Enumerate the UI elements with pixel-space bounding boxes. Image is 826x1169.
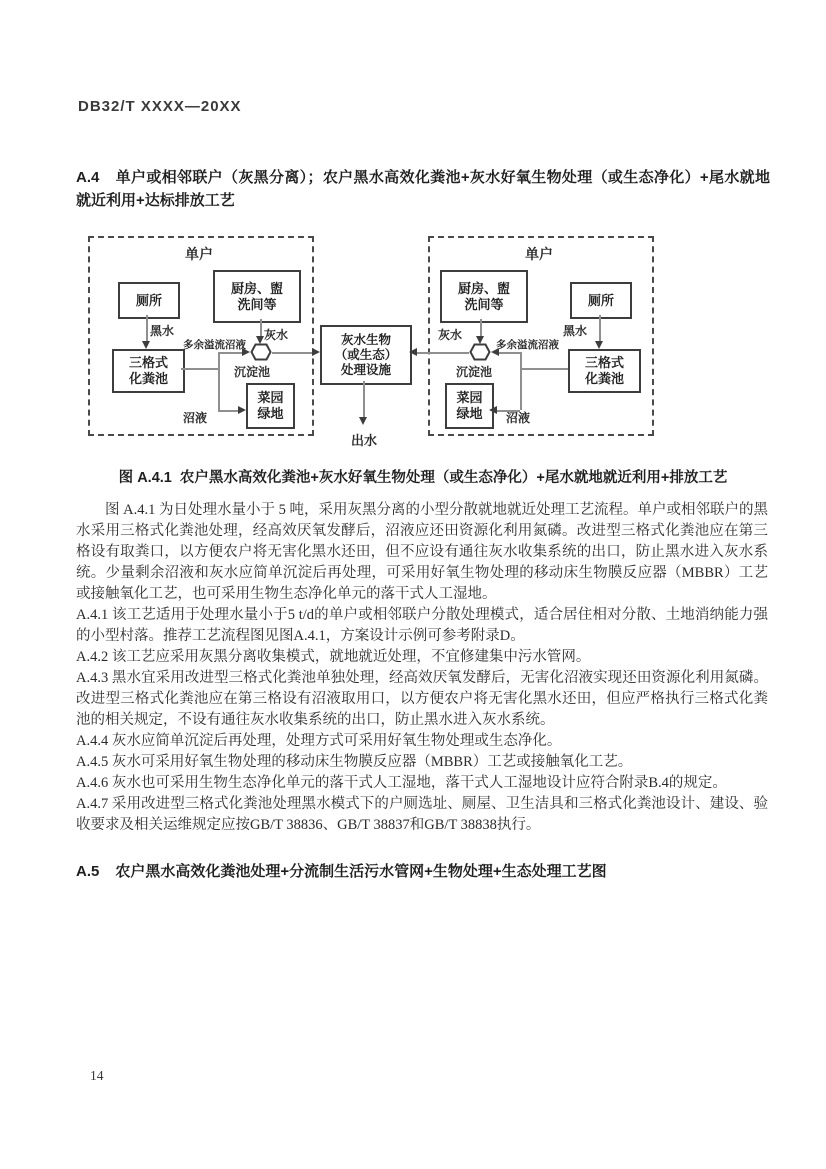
slurry-label-left: 沼液	[183, 411, 208, 425]
household-unit-left-label: 单户	[185, 246, 213, 262]
garden-label-line2: 绿地	[257, 406, 284, 421]
clause-a4-2: A.4.2 该工艺应采用灰黑分离收集模式，就地就近处理，不宜修建集中污水管网。	[76, 649, 591, 665]
kitchen-label-line2: 洗间等	[464, 296, 504, 312]
section-a4-title: 单户或相邻联户（灰黑分离）；农户黑水高效化粪池+灰水好氧生物处理（或生态净化）+尾水就地就近利用+达标排放工艺	[76, 169, 770, 209]
kitchen-box-right	[440, 270, 528, 323]
facility-label-line2: （或生态）	[334, 347, 398, 362]
facility-label-line3: 处理设施	[340, 362, 391, 377]
section-a5-number: A.5	[76, 863, 100, 880]
kitchen-box-left	[213, 270, 301, 323]
household-unit-right-label: 单户	[525, 246, 553, 262]
garden-label-line2: 绿地	[456, 406, 483, 421]
slurry-label-right: 沼液	[506, 411, 531, 425]
connector-line	[363, 381, 365, 418]
arrow-left-icon	[491, 348, 499, 356]
sedimentation-label-left: 沉淀池	[234, 365, 271, 379]
page-number: 14	[90, 1068, 104, 1083]
greywater-label-right: 灰水	[438, 328, 463, 342]
arrow-down-icon	[595, 341, 603, 349]
connector-line	[520, 368, 568, 370]
connector-line	[416, 352, 469, 354]
blackwater-label-right: 黑水	[563, 324, 588, 338]
overflow-slurry-label-left: 多余溢流沼液	[183, 339, 246, 351]
connector-line	[272, 352, 313, 354]
septic-label-line1: 三格式	[128, 355, 168, 371]
connector-line	[496, 410, 520, 412]
section-a4-number: A.4	[76, 169, 100, 186]
effluent-label: 出水	[350, 433, 377, 448]
connector-line	[498, 352, 520, 354]
paragraph-intro: 图 A.4.1 为日处理水量小于 5 吨，采用灰黑分离的小型分散就地就近处理工艺流程。单户或相邻联户的黑水采用三格式化粪池处理，经高效厌氧发酵后，沼液应还田资源化利用氮磷。改进型三格式化粪池应在第三格设有取粪口，以方便农户将无害化黑水还田，但不应设有通往灰水收集系统的出口，防止黑水进入灰水系统。少量剩余沼液和灰水应简单沉淀后再处理，可采用好氧生物处理的移动床生物膜反应器（MBBR）工艺或接触氧化工艺，也可采用生物生态净化单元的落干式人工湿地。	[76, 502, 768, 602]
septic-label-line2: 化粪池	[128, 371, 168, 386]
flow-diagram	[86, 232, 654, 446]
clause-a4-4: A.4.4 灰水应简单沉淀后再处理，处理方式可采用好氧生物处理或生态净化。	[76, 733, 562, 749]
blackwater-label-left: 黑水	[150, 324, 175, 338]
toilet-label: 厕所	[135, 292, 162, 308]
arrow-right-icon	[238, 406, 246, 414]
connector-line	[599, 315, 601, 342]
arrow-left-icon	[489, 406, 497, 414]
overflow-slurry-label-right: 多余溢流沼液	[496, 339, 559, 351]
connector-line	[520, 352, 522, 410]
garden-label-line1: 菜园	[456, 390, 483, 406]
clause-a4-1: A.4.1 该工艺适用于处理水量小于5 t/d的单户或相邻联户分散处理模式，适合居住相对分散、土地消纳能力强的小型村落。推荐工艺流程图见图A.4.1，方案设计示例可参考附录D。	[76, 607, 768, 644]
section-a5-heading	[76, 860, 770, 883]
sedimentation-tank-symbol-left	[250, 343, 272, 361]
connector-line	[218, 352, 220, 410]
treatment-facility-box	[320, 325, 412, 385]
clause-a4-7: A.4.7 采用改进型三格式化粪池处理黑水模式下的户厕选址、厕屋、卫生洁具和三格式化粪池设计、建设、验收要求及相关运维规定应按GB/T 38836、GB/T 38837和GB/T 38838执行。	[76, 796, 768, 833]
septic-label-line1: 三格式	[584, 355, 624, 371]
connector-line	[218, 410, 239, 412]
connector-line	[480, 319, 482, 337]
facility-label-line1: 灰水生物	[340, 332, 391, 347]
greywater-label-left: 灰水	[264, 328, 289, 342]
septic-tank-box-right	[568, 349, 641, 393]
standard-number: DB32/T XXXX—20XX	[78, 98, 242, 115]
toilet-box-right	[570, 282, 632, 319]
clause-a4-3: A.4.3 黑水宜采用改进型三格式化粪池单独处理，经高效厌氧发酵后，无害化沼液实现还田资源化利用氮磷。改进型三格式化粪池应在第三格设有沼液取用口，以方便农户将无害化黑水还田，但应严格执行三格式化粪池的相关规定，不设有通往灰水收集系统的出口，防止黑水进入灰水系统。	[76, 670, 768, 728]
arrow-down-icon	[256, 336, 264, 344]
figure-caption-label: 图 A.4.1	[118, 470, 172, 486]
toilet-box-left	[118, 282, 180, 319]
septic-label-line2: 化粪池	[584, 371, 624, 386]
septic-tank-box-left	[112, 349, 185, 393]
connector-line	[146, 315, 148, 342]
kitchen-label-line1: 厨房、盥	[457, 280, 510, 296]
kitchen-label-line1: 厨房、盥	[230, 280, 283, 296]
arrow-down-icon	[142, 341, 150, 349]
garden-box-left	[246, 383, 295, 429]
arrow-down-icon	[476, 336, 484, 344]
figure-caption	[76, 466, 770, 487]
connector-line	[260, 319, 262, 337]
connector-line	[181, 368, 218, 370]
arrow-right-icon	[242, 348, 250, 356]
connector-line	[218, 352, 243, 354]
sedimentation-tank-symbol-right	[469, 343, 491, 361]
clause-a4-5: A.4.5 灰水可采用好氧生物处理的移动床生物膜反应器（MBBR）工艺或接触氧化工艺。	[76, 754, 633, 770]
section-a5-title: 农户黑水高效化粪池处理+分流制生活污水管网+生物处理+生态处理工艺图	[115, 863, 607, 880]
sedimentation-label-right: 沉淀池	[456, 365, 493, 379]
toilet-label: 厕所	[587, 292, 614, 308]
arrow-down-icon	[359, 417, 367, 425]
garden-label-line1: 菜园	[257, 390, 284, 406]
arrow-right-icon	[312, 348, 320, 356]
section-a4-heading	[76, 166, 770, 212]
clause-a4-6: A.4.6 灰水也可采用生物生态净化单元的落干式人工湿地，落干式人工湿地设计应符合附录B.4的规定。	[76, 775, 727, 791]
arrow-left-icon	[409, 348, 417, 356]
garden-box-right	[445, 383, 494, 429]
body-text	[76, 500, 768, 836]
figure-caption-title: 农户黑水高效化粪池+灰水好氧生物处理（或生态净化）+尾水就地就近利用+排放工艺	[179, 470, 728, 486]
kitchen-label-line2: 洗间等	[237, 296, 277, 312]
